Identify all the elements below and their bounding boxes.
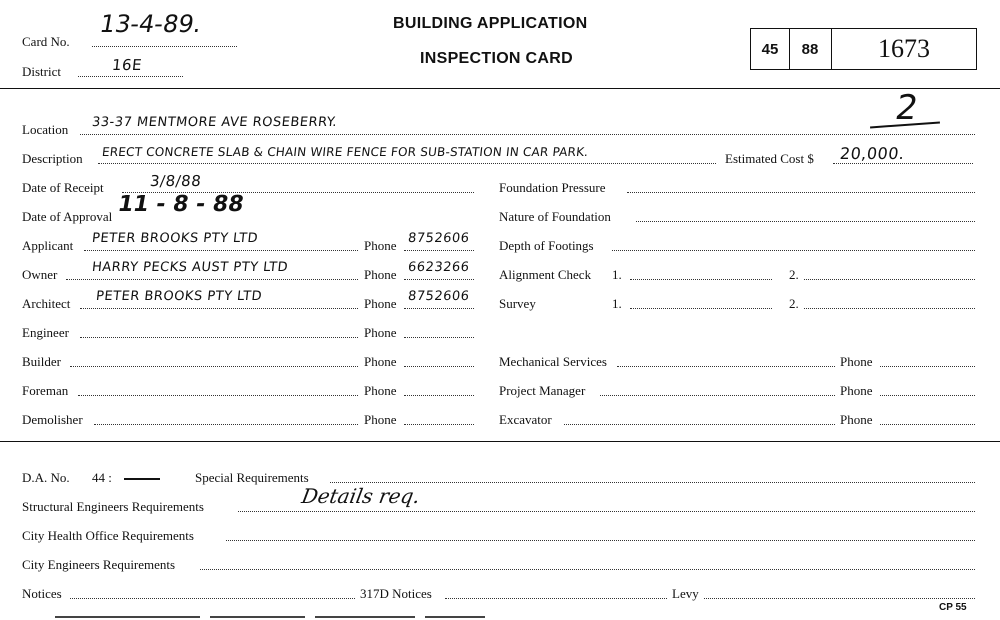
mech-services-label: Mechanical Services — [499, 354, 607, 369]
foundation-pressure-line — [627, 192, 975, 193]
owner-value: HARRY PECKS AUST PTY LTD — [91, 260, 289, 275]
description-line — [98, 163, 716, 164]
foundation-pressure-label: Foundation Pressure — [499, 180, 606, 195]
edge-mark-4 — [425, 616, 485, 618]
excavator-phone-line — [880, 424, 975, 425]
architect-phone-value: 8752606 — [407, 289, 471, 304]
demolisher-phone-line — [404, 424, 474, 425]
title-line1: BUILDING APPLICATION — [393, 15, 588, 32]
alignment-num1: 1. — [612, 267, 622, 282]
notices-317d-label: 317D Notices — [360, 586, 432, 601]
architect-line — [80, 308, 358, 309]
edge-mark-2 — [210, 616, 305, 618]
district-value: 16E — [111, 56, 144, 74]
mech-services-line — [617, 366, 835, 367]
applicant-phone-value: 8752606 — [407, 231, 471, 246]
depth-footings-line — [612, 250, 975, 251]
estimated-cost-label: Estimated Cost $ — [725, 151, 814, 166]
excavator-phone-label: Phone — [840, 412, 873, 427]
date-receipt-value: 3/8/88 — [149, 172, 203, 190]
builder-phone-label: Phone — [364, 354, 397, 369]
description-label: Description — [22, 151, 83, 166]
architect-phone-label: Phone — [364, 296, 397, 311]
pm-phone-line — [880, 395, 975, 396]
architect-value: PETER BROOKS PTY LTD — [95, 289, 263, 304]
description-value: ERECT CONCRETE SLAB & CHAIN WIRE FENCE FOR SUB-STATION IN CAR PARK. — [101, 145, 589, 159]
applicant-phone-label: Phone — [364, 238, 397, 253]
foreman-phone-line — [404, 395, 474, 396]
project-manager-line — [600, 395, 835, 396]
divider-middle — [0, 441, 1000, 442]
card-box-2: 88 — [789, 28, 832, 70]
card-no-label: Card No. — [22, 34, 70, 49]
city-engineers-label: City Engineers Requirements — [22, 557, 176, 572]
owner-label: Owner — [22, 267, 58, 282]
demolisher-label: Demolisher — [22, 412, 83, 427]
card-box-3: 1673 — [832, 28, 977, 70]
sheet-mark: 2 — [892, 88, 922, 128]
owner-phone-label: Phone — [364, 267, 397, 282]
excavator-line — [564, 424, 835, 425]
levy-label: Levy — [672, 586, 699, 601]
nature-foundation-line — [636, 221, 975, 222]
engineer-line — [80, 337, 358, 338]
structural-req-value: Details req. — [299, 484, 422, 508]
applicant-phone-line — [404, 250, 474, 251]
alignment-line2 — [804, 279, 975, 280]
location-line — [80, 134, 975, 135]
survey-num1: 1. — [612, 296, 622, 311]
edge-mark-3 — [315, 616, 415, 618]
survey-num2: 2. — [789, 296, 799, 311]
da-no-label: D.A. No. — [22, 470, 70, 485]
district-label: District — [22, 64, 61, 79]
card-no-value: 13-4-89. — [97, 10, 204, 38]
estimated-cost-line — [833, 163, 973, 164]
title-line2: INSPECTION CARD — [420, 50, 573, 67]
form-code: CP 55 — [939, 602, 967, 613]
alignment-line1 — [630, 279, 772, 280]
da-no-dash — [124, 478, 160, 480]
notices-317d-line — [445, 598, 667, 599]
district-line — [78, 76, 183, 77]
foreman-label: Foreman — [22, 383, 69, 398]
applicant-label: Applicant — [22, 238, 74, 253]
special-req-label: Special Requirements — [195, 470, 309, 485]
estimated-cost-value: 20,000. — [839, 144, 906, 163]
mech-phone-line — [880, 366, 975, 367]
da-no-value: 44 : — [92, 470, 112, 485]
city-health-label: City Health Office Requirements — [22, 528, 194, 543]
builder-line — [70, 366, 358, 367]
card-box-1: 45 — [750, 28, 790, 70]
foreman-line — [78, 395, 358, 396]
survey-line1 — [630, 308, 772, 309]
builder-phone-line — [404, 366, 474, 367]
mech-phone-label: Phone — [840, 354, 873, 369]
structural-req-line — [238, 511, 975, 512]
date-approval-label: Date of Approval — [22, 209, 113, 224]
location-value: 33-37 MENTMORE AVE ROSEBERRY. — [91, 115, 338, 130]
engineer-phone-label: Phone — [364, 325, 397, 340]
project-manager-label: Project Manager — [499, 383, 586, 398]
engineer-label: Engineer — [22, 325, 69, 340]
date-approval-value: 11 - 8 - 88 — [115, 192, 246, 217]
alignment-label: Alignment Check — [499, 267, 592, 282]
notices-line — [70, 598, 355, 599]
architect-label: Architect — [22, 296, 71, 311]
date-receipt-label: Date of Receipt — [22, 180, 104, 195]
excavator-label: Excavator — [499, 412, 552, 427]
architect-phone-line — [404, 308, 474, 309]
engineer-phone-line — [404, 337, 474, 338]
builder-label: Builder — [22, 354, 61, 369]
owner-line — [66, 279, 358, 280]
location-label: Location — [22, 122, 69, 137]
demolisher-phone-label: Phone — [364, 412, 397, 427]
owner-phone-line — [404, 279, 474, 280]
levy-line — [704, 598, 975, 599]
foreman-phone-label: Phone — [364, 383, 397, 398]
edge-mark-1 — [55, 616, 200, 618]
demolisher-line — [94, 424, 358, 425]
depth-footings-label: Depth of Footings — [499, 238, 594, 253]
alignment-num2: 2. — [789, 267, 799, 282]
owner-phone-value: 6623266 — [407, 260, 471, 275]
notices-label: Notices — [22, 586, 62, 601]
survey-label: Survey — [499, 296, 536, 311]
special-req-line — [330, 482, 975, 483]
nature-foundation-label: Nature of Foundation — [499, 209, 611, 224]
survey-line2 — [804, 308, 975, 309]
applicant-value: PETER BROOKS PTY LTD — [91, 231, 259, 246]
card-no-line — [92, 46, 237, 47]
city-engineers-line — [200, 569, 975, 570]
pm-phone-label: Phone — [840, 383, 873, 398]
city-health-line — [226, 540, 975, 541]
applicant-line — [84, 250, 358, 251]
divider-top — [0, 88, 1000, 89]
structural-req-label: Structural Engineers Requirements — [22, 499, 204, 514]
